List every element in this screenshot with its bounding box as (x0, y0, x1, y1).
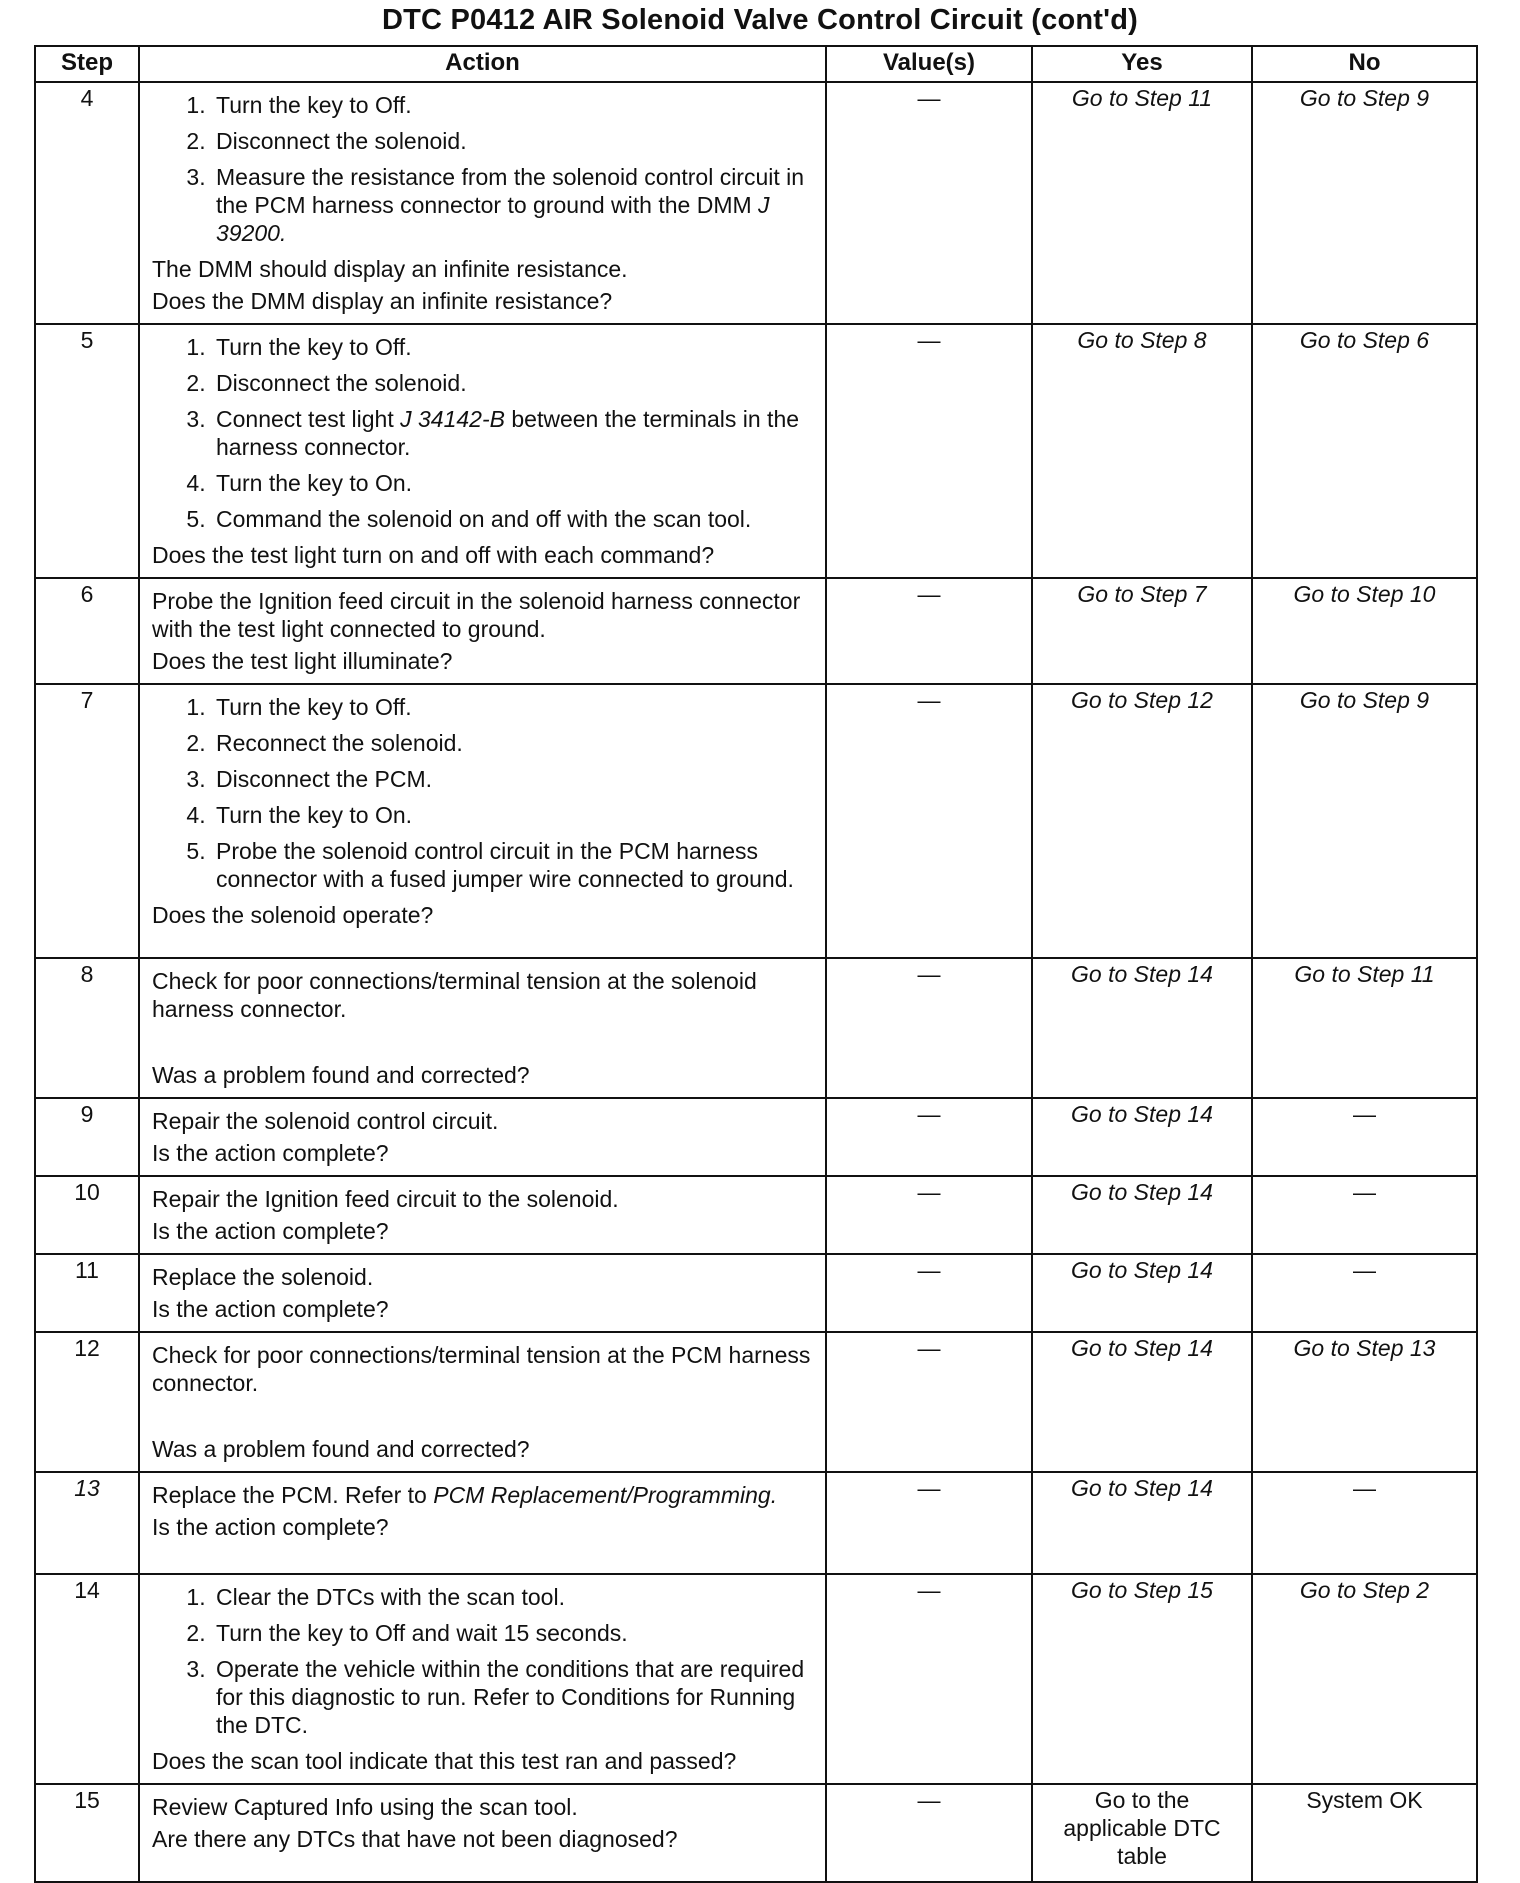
table-row (35, 1254, 1477, 1332)
action-cell (139, 324, 826, 578)
page-title: DTC P0412 AIR Solenoid Valve Control Circuit (cont'd) (381, 4, 1139, 36)
no-cell: Go to Step 6 (1252, 324, 1477, 578)
step-number: 4 (35, 82, 139, 324)
yes-cell: Go to Step 15 (1032, 1574, 1252, 1784)
table-row (35, 1176, 1477, 1254)
step-number: 14 (35, 1574, 139, 1784)
table-row (35, 578, 1477, 684)
step-number: 13 (35, 1472, 139, 1574)
action-item: 1. Clear the DTCs with the scan tool. (212, 1583, 817, 1611)
value-cell: — (826, 1574, 1032, 1784)
action-question: Does the DMM display an infinite resistance? (152, 288, 613, 314)
no-cell: Go to Step 9 (1252, 82, 1477, 324)
table-row (35, 958, 1477, 1098)
value-cell: — (826, 684, 1032, 958)
action-cell (139, 1472, 826, 1574)
tool-reference: J 39200. (216, 192, 770, 246)
doc-reference: PCM Replacement/Programming. (433, 1482, 778, 1508)
action-item: 4. Turn the key to On. (212, 801, 817, 829)
action-cell (139, 1098, 826, 1176)
no-cell: — (1252, 1254, 1477, 1332)
action-item: 2. Reconnect the solenoid. (212, 729, 817, 757)
action-cell (139, 1176, 826, 1254)
action-item: 1. Turn the key to Off. (212, 91, 817, 119)
action-cell (139, 1332, 826, 1472)
table-row (35, 684, 1477, 958)
value-cell: — (826, 578, 1032, 684)
yes-cell: Go to Step 14 (1032, 1098, 1252, 1176)
action-item: 5. Probe the solenoid control circuit in the PCM harness connector with a fused jumper wire connected to ground. (212, 837, 817, 893)
step-number: 12 (35, 1332, 139, 1472)
action-question: Was a problem found and corrected? (152, 1062, 530, 1088)
action-item: 2. Disconnect the solenoid. (212, 127, 817, 155)
yes-cell: Go to Step 14 (1032, 1472, 1252, 1574)
action-note: The DMM should display an infinite resistance. (152, 256, 628, 282)
action-item: 1. Turn the key to Off. (212, 693, 817, 721)
action-question: Does the scan tool indicate that this test ran and passed? (152, 1748, 737, 1774)
action-item: 2. Disconnect the solenoid. (212, 369, 817, 397)
step-number: 9 (35, 1098, 139, 1176)
value-cell: — (826, 1784, 1032, 1882)
yes-cell: Go to Step 11 (1032, 82, 1252, 324)
action-text: Probe the Ignition feed circuit in the solenoid harness connector with the test light connected to ground. (152, 588, 801, 642)
action-question: Does the solenoid operate? (152, 902, 434, 928)
no-cell: Go to Step 2 (1252, 1574, 1477, 1784)
step-number: 10 (35, 1176, 139, 1254)
action-question: Is the action complete? (152, 1514, 389, 1540)
action-text: Replace the solenoid. (152, 1264, 374, 1290)
no-cell: Go to Step 11 (1252, 958, 1477, 1098)
yes-cell: Go to Step 14 (1032, 1254, 1252, 1332)
action-question: Was a problem found and corrected? (152, 1436, 530, 1462)
value-cell: — (826, 1176, 1032, 1254)
header-yes: Yes (1032, 46, 1252, 82)
action-text: Review Captured Info using the scan tool. (152, 1794, 578, 1820)
no-cell: System OK (1252, 1784, 1477, 1882)
action-text: Repair the Ignition feed circuit to the solenoid. (152, 1186, 619, 1212)
value-cell: — (826, 324, 1032, 578)
action-question: Is the action complete? (152, 1140, 389, 1166)
step-number: 6 (35, 578, 139, 684)
step-number: 5 (35, 324, 139, 578)
step-number: 8 (35, 958, 139, 1098)
action-item: 3. Connect test light J 34142-B between the terminals in the harness connector. (212, 405, 817, 461)
yes-cell: Go to Step 14 (1032, 1332, 1252, 1472)
step-number: 7 (35, 684, 139, 958)
action-item: 4. Turn the key to On. (212, 469, 817, 497)
action-item: 3. Operate the vehicle within the conditions that are required for this diagnostic to run. Refer to Conditions for Running the DTC. (212, 1655, 817, 1739)
table-row (35, 1472, 1477, 1574)
action-cell (139, 684, 826, 958)
step-number: 15 (35, 1784, 139, 1882)
table-row (35, 324, 1477, 578)
action-question: Does the test light turn on and off with each command? (152, 542, 715, 568)
yes-cell: Go to Step 8 (1032, 324, 1252, 578)
no-cell: Go to Step 10 (1252, 578, 1477, 684)
action-item: 1. Turn the key to Off. (212, 333, 817, 361)
step-number: 11 (35, 1254, 139, 1332)
value-cell: — (826, 1472, 1032, 1574)
no-cell: — (1252, 1472, 1477, 1574)
value-cell: — (826, 1098, 1032, 1176)
value-cell: — (826, 1332, 1032, 1472)
header-step: Step (35, 46, 139, 82)
table-header-row (35, 46, 1477, 82)
action-cell (139, 82, 826, 324)
yes-cell: Go to the applicable DTC table (1032, 1784, 1252, 1882)
table-row (35, 82, 1477, 324)
no-cell: — (1252, 1098, 1477, 1176)
table-row (35, 1574, 1477, 1784)
diagnostic-table (34, 45, 1478, 1883)
action-text: Repair the solenoid control circuit. (152, 1108, 499, 1134)
tool-reference: J 34142-B (400, 406, 505, 432)
action-text: Check for poor connections/terminal tension at the PCM harness connector. (152, 1342, 811, 1396)
action-question: Are there any DTCs that have not been diagnosed? (152, 1826, 678, 1852)
value-cell: — (826, 1254, 1032, 1332)
action-item: 2. Turn the key to Off and wait 15 seconds. (212, 1619, 817, 1647)
table-row (35, 1098, 1477, 1176)
header-no: No (1252, 46, 1477, 82)
action-text: Check for poor connections/terminal tension at the solenoid harness connector. (152, 968, 757, 1022)
action-question: Is the action complete? (152, 1218, 389, 1244)
action-question: Does the test light illuminate? (152, 648, 453, 674)
table-row (35, 1332, 1477, 1472)
no-cell: — (1252, 1176, 1477, 1254)
action-cell (139, 1254, 826, 1332)
value-cell: — (826, 958, 1032, 1098)
action-cell (139, 578, 826, 684)
action-cell (139, 958, 826, 1098)
yes-cell: Go to Step 14 (1032, 1176, 1252, 1254)
action-cell (139, 1574, 826, 1784)
action-question: Is the action complete? (152, 1296, 389, 1322)
table-row (35, 1784, 1477, 1882)
header-action: Action (139, 46, 826, 82)
value-cell: — (826, 82, 1032, 324)
no-cell: Go to Step 9 (1252, 684, 1477, 958)
no-cell: Go to Step 13 (1252, 1332, 1477, 1472)
yes-cell: Go to Step 7 (1032, 578, 1252, 684)
yes-cell: Go to Step 12 (1032, 684, 1252, 958)
action-item: 5. Command the solenoid on and off with the scan tool. (212, 505, 817, 533)
action-item: 3. Disconnect the PCM. (212, 765, 817, 793)
action-item: 3. Measure the resistance from the solenoid control circuit in the PCM harness connector to ground with the DMM J 39200. (212, 163, 817, 247)
header-values: Value(s) (826, 46, 1032, 82)
action-text: Replace the PCM. Refer to PCM Replacement/Programming. (152, 1482, 778, 1508)
action-cell (139, 1784, 826, 1882)
yes-cell: Go to Step 14 (1032, 958, 1252, 1098)
